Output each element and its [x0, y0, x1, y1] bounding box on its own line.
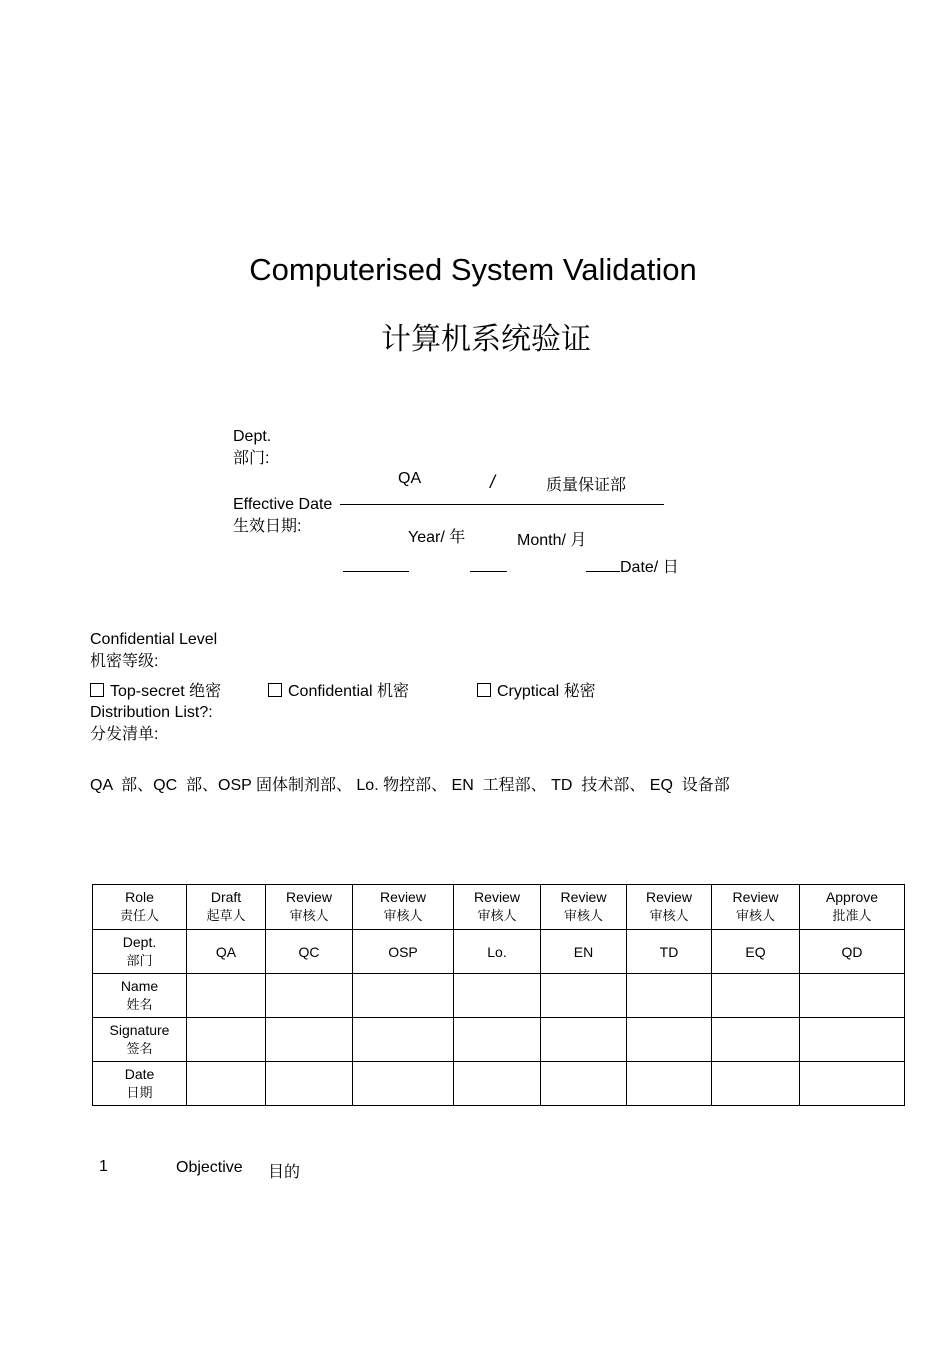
dept-value-zh: 质量保证部 — [546, 477, 627, 494]
name-cell[interactable] — [712, 974, 800, 1018]
name-cell[interactable] — [353, 974, 454, 1018]
date-cell[interactable] — [187, 1062, 266, 1106]
checkbox-icon[interactable] — [268, 683, 282, 697]
signature-cell[interactable] — [800, 1018, 905, 1062]
year-label: Year/ 年 — [408, 529, 466, 546]
dept-label-zh: 部门: — [233, 450, 270, 467]
table-row-date — [93, 1062, 905, 1106]
option-cryptical-label: Cryptical 秘密 — [497, 683, 596, 700]
dept-cell: TD — [627, 930, 712, 974]
signature-table — [92, 884, 905, 1106]
date-blank[interactable] — [586, 571, 620, 572]
role-cell: Review 审核人 — [353, 885, 454, 930]
date-label: Date/ 日 — [620, 559, 679, 576]
row-label-signature: Signature 签名 — [93, 1018, 187, 1062]
signature-cell[interactable] — [266, 1018, 353, 1062]
dept-separator: / — [490, 472, 496, 492]
row-label-role: Role 责任人 — [93, 885, 187, 930]
name-cell[interactable] — [800, 974, 905, 1018]
role-cell: Draft 起草人 — [187, 885, 266, 930]
role-cell: Review 审核人 — [454, 885, 541, 930]
name-cell[interactable] — [541, 974, 627, 1018]
document-title-zh: 计算机系统验证 — [381, 322, 591, 357]
signature-cell[interactable] — [187, 1018, 266, 1062]
role-cell: Review 审核人 — [712, 885, 800, 930]
signature-cell[interactable] — [353, 1018, 454, 1062]
role-cell: Review 审核人 — [266, 885, 353, 930]
section-title-zh: 目的 — [268, 1164, 301, 1181]
signature-cell[interactable] — [541, 1018, 627, 1062]
effective-date-label-zh: 生效日期: — [233, 518, 302, 535]
distribution-list: QA 部、QC 部、OSP 固体制剂部、 Lo. 物控部、 EN 工程部、 TD 技术部、 EQ 设备部 — [90, 777, 730, 794]
distribution-label-zh: 分发清单: — [90, 726, 159, 743]
effective-date-label — [233, 494, 332, 538]
signature-cell[interactable] — [712, 1018, 800, 1062]
date-cell[interactable] — [800, 1062, 905, 1106]
distribution-label — [90, 702, 213, 746]
name-cell[interactable] — [187, 974, 266, 1018]
dept-cell: OSP — [353, 930, 454, 974]
section-title-en: Objective — [176, 1159, 243, 1176]
section-number: 1 — [99, 1158, 108, 1175]
option-top-secret[interactable] — [90, 678, 221, 701]
role-cell: Review 审核人 — [627, 885, 712, 930]
dept-label — [233, 426, 271, 470]
dept-cell: QA — [187, 930, 266, 974]
date-cell[interactable] — [712, 1062, 800, 1106]
option-confidential[interactable] — [268, 678, 409, 701]
dept-cell: EN — [541, 930, 627, 974]
row-label-dept: Dept. 部门 — [93, 930, 187, 974]
name-cell[interactable] — [454, 974, 541, 1018]
dept-cell: QC — [266, 930, 353, 974]
date-cell[interactable] — [627, 1062, 712, 1106]
date-cell[interactable] — [353, 1062, 454, 1106]
checkbox-icon[interactable] — [90, 683, 104, 697]
option-cryptical[interactable] — [477, 678, 596, 701]
dept-value-en: QA — [398, 470, 422, 487]
signature-cell[interactable] — [454, 1018, 541, 1062]
name-cell[interactable] — [627, 974, 712, 1018]
dept-underline — [340, 504, 664, 505]
date-cell[interactable] — [266, 1062, 353, 1106]
option-top-secret-label: Top-secret 绝密 — [110, 683, 222, 700]
checkbox-icon[interactable] — [477, 683, 491, 697]
option-confidential-label: Confidential 机密 — [288, 683, 409, 700]
table-row-signature — [93, 1018, 905, 1062]
month-blank[interactable] — [470, 571, 507, 572]
distribution-label-en: Distribution List?: — [90, 704, 213, 721]
month-label: Month/ 月 — [517, 532, 587, 549]
role-cell: Approve 批准人 — [800, 885, 905, 930]
dept-cell: Lo. — [454, 930, 541, 974]
date-cell[interactable] — [454, 1062, 541, 1106]
dept-label-en: Dept. — [233, 428, 272, 445]
table-row-role — [93, 885, 905, 930]
confidential-label-en: Confidential Level — [90, 631, 218, 648]
row-label-name: Name 姓名 — [93, 974, 187, 1018]
confidential-level-label — [90, 629, 217, 673]
signature-cell[interactable] — [627, 1018, 712, 1062]
effective-date-label-en: Effective Date — [233, 496, 333, 513]
year-blank[interactable] — [343, 571, 409, 572]
dept-cell: EQ — [712, 930, 800, 974]
confidential-label-zh: 机密等级: — [90, 653, 159, 670]
name-cell[interactable] — [266, 974, 353, 1018]
document-title: Computerised System Validation — [249, 252, 697, 287]
row-label-date: Date 日期 — [93, 1062, 187, 1106]
table-row-dept — [93, 930, 905, 974]
role-cell: Review 审核人 — [541, 885, 627, 930]
date-cell[interactable] — [541, 1062, 627, 1106]
dept-cell: QD — [800, 930, 905, 974]
table-row-name — [93, 974, 905, 1018]
